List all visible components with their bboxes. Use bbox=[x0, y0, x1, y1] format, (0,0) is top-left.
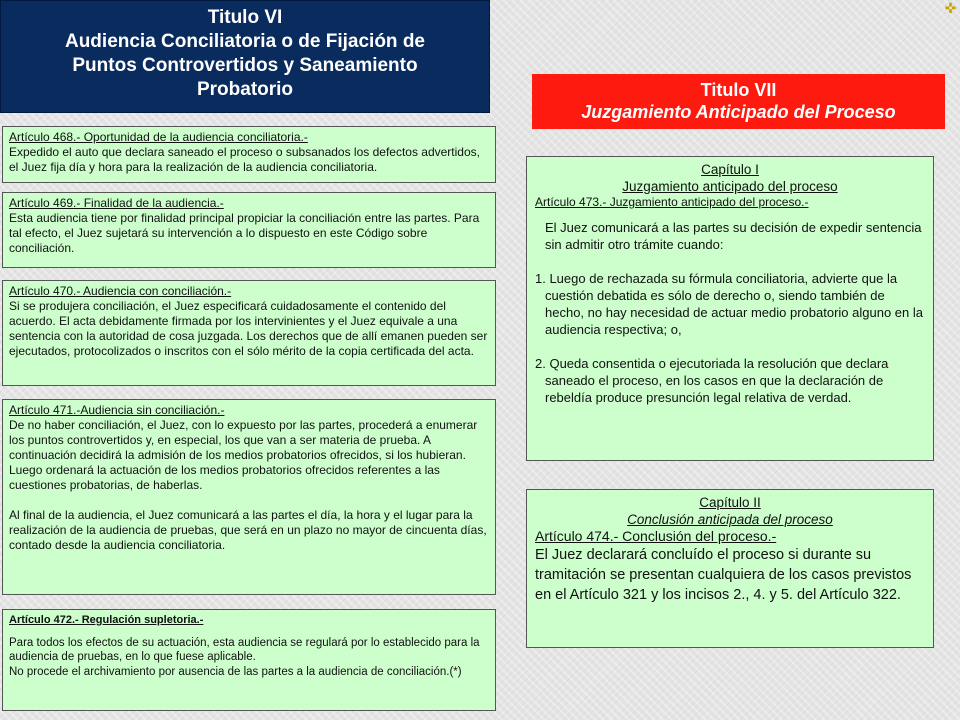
articulo-469-title: Artículo 469.- Finalidad de la audiencia.- bbox=[9, 196, 224, 210]
articulo-470-title: Artículo 470.- Audiencia con conciliación.- bbox=[9, 284, 232, 298]
articulo-471-text-2: Al final de la audiencia, el Juez comunicará a las partes el día, la hora y el lugar para la realización de la audiencia de pruebas, que será en un plazo no mayor de cincuenta días, contado desde la audiencia conciliatoria. bbox=[9, 508, 487, 552]
titulo-vi-line4: Probatorio bbox=[196, 79, 294, 100]
articulo-469-text: Esta audiencia tiene por finalidad principal propiciar la conciliación entre las partes. Para tal efecto, el Juez sujetará su intervención a lo dispuesto en este Código sobre conciliación. bbox=[9, 211, 480, 255]
capitulo-i-heading bbox=[535, 161, 925, 195]
articulo-473-intro: El Juez comunicará a las partes su decisión de expedir sentencia sin admitir otro trámite cuando: bbox=[545, 220, 922, 252]
titulo-vi-line2: Audiencia Conciliatoria o de Fijación de bbox=[64, 31, 425, 52]
capitulo-i-label: Capítulo I bbox=[701, 162, 759, 177]
articulo-474-title: Artículo 474.- Conclusión del proceso.- bbox=[535, 528, 777, 544]
titulo-vii-line2: Juzgamiento Anticipado del Proceso bbox=[581, 102, 896, 122]
titulo-vi-line3: Puntos Controvertidos y Saneamiento bbox=[72, 55, 418, 76]
capitulo-i-box bbox=[526, 156, 934, 461]
articulo-470-text: Si se produjera conciliación, el Juez especificará cuidadosamente el contenido del acuerdo. El acta debidamente firmada por los intervinientes y el Juez equivale a una sentencia con la autoridad de cosa juzgada. Los derechos que de allí emanen pueden ser ejecutados, protocolizados o inscritos con el sólo mérito de la copia certificada del acta. bbox=[9, 299, 488, 358]
articulo-468-box bbox=[2, 126, 496, 183]
articulo-468-text: Expedido el auto que declara saneado el proceso o subsanados los defectos advertidos, el Juez fija día y hora para la realización de la audiencia conciliatoria. bbox=[9, 145, 480, 174]
articulo-473-title: Artículo 473.- Juzgamiento anticipado del proceso.- bbox=[535, 195, 809, 209]
corner-arrow-icon: ✜ bbox=[944, 0, 957, 16]
articulo-472-title: Artículo 472.- Regulación supletoria.- bbox=[9, 614, 204, 626]
capitulo-ii-box bbox=[526, 489, 934, 648]
articulo-473-item-1: 1. Luego de rechazada su fórmula conciliatoria, advierte que la cuestión debatida es sólo de derecho o, siendo también de hecho, no hay necesidad de actuar medio probatorio alguno en la audiencia respectiva; o, bbox=[535, 271, 923, 337]
titulo-vi-line1: Titulo VI bbox=[207, 7, 283, 28]
capitulo-ii-label: Capítulo II bbox=[699, 495, 761, 510]
articulo-469-box bbox=[2, 192, 496, 268]
articulo-471-text-1: De no haber conciliación, el Juez, con lo expuesto por las partes, procederá a enumerar los puntos controvertidos y, en especial, los que van a ser materia de prueba. A continuación decidirá la admisión de los medios probatorios ofrecidos, si los hubieran. Luego ordenará la actuación de los medios probatorios ofrecidos referentes a las cuestiones probatorias, de haberlas. bbox=[9, 418, 478, 492]
capitulo-ii-heading bbox=[535, 494, 925, 528]
titulo-vii-line1: Titulo VII bbox=[700, 80, 777, 100]
articulo-470-box bbox=[2, 280, 496, 386]
articulo-472-text-1: Para todos los efectos de su actuación, esta audiencia se regulará por lo establecido para la audiencia de pruebas, en lo que fuese aplicable. bbox=[9, 636, 480, 663]
articulo-472-box bbox=[2, 609, 496, 711]
articulo-471-box bbox=[2, 399, 496, 595]
titulo-vii-banner bbox=[532, 74, 945, 129]
articulo-471-title: Artículo 471.-Audiencia sin conciliación.- bbox=[9, 403, 225, 417]
capitulo-i-title: Juzgamiento anticipado del proceso bbox=[622, 179, 838, 194]
capitulo-ii-title: Conclusión anticipada del proceso bbox=[627, 512, 833, 527]
articulo-473-item-2: 2. Queda consentida o ejecutoriada la resolución que declara saneado el proceso, en los casos en que la declaración de rebeldía produce presunción legal relativa de verdad. bbox=[535, 356, 889, 405]
articulo-472-text-2: No procede el archivamiento por ausencia de las partes a la audiencia de conciliación.(*) bbox=[9, 665, 462, 678]
articulo-468-title: Artículo 468.- Oportunidad de la audiencia conciliatoria.- bbox=[9, 130, 308, 144]
titulo-vi-banner bbox=[0, 0, 490, 113]
articulo-474-text: El Juez declarará concluído el proceso si durante su tramitación se presentan cualquiera de los casos previstos en el Artículo 321 y los incisos 2., 4. y 5. del Artículo 322. bbox=[535, 547, 912, 603]
